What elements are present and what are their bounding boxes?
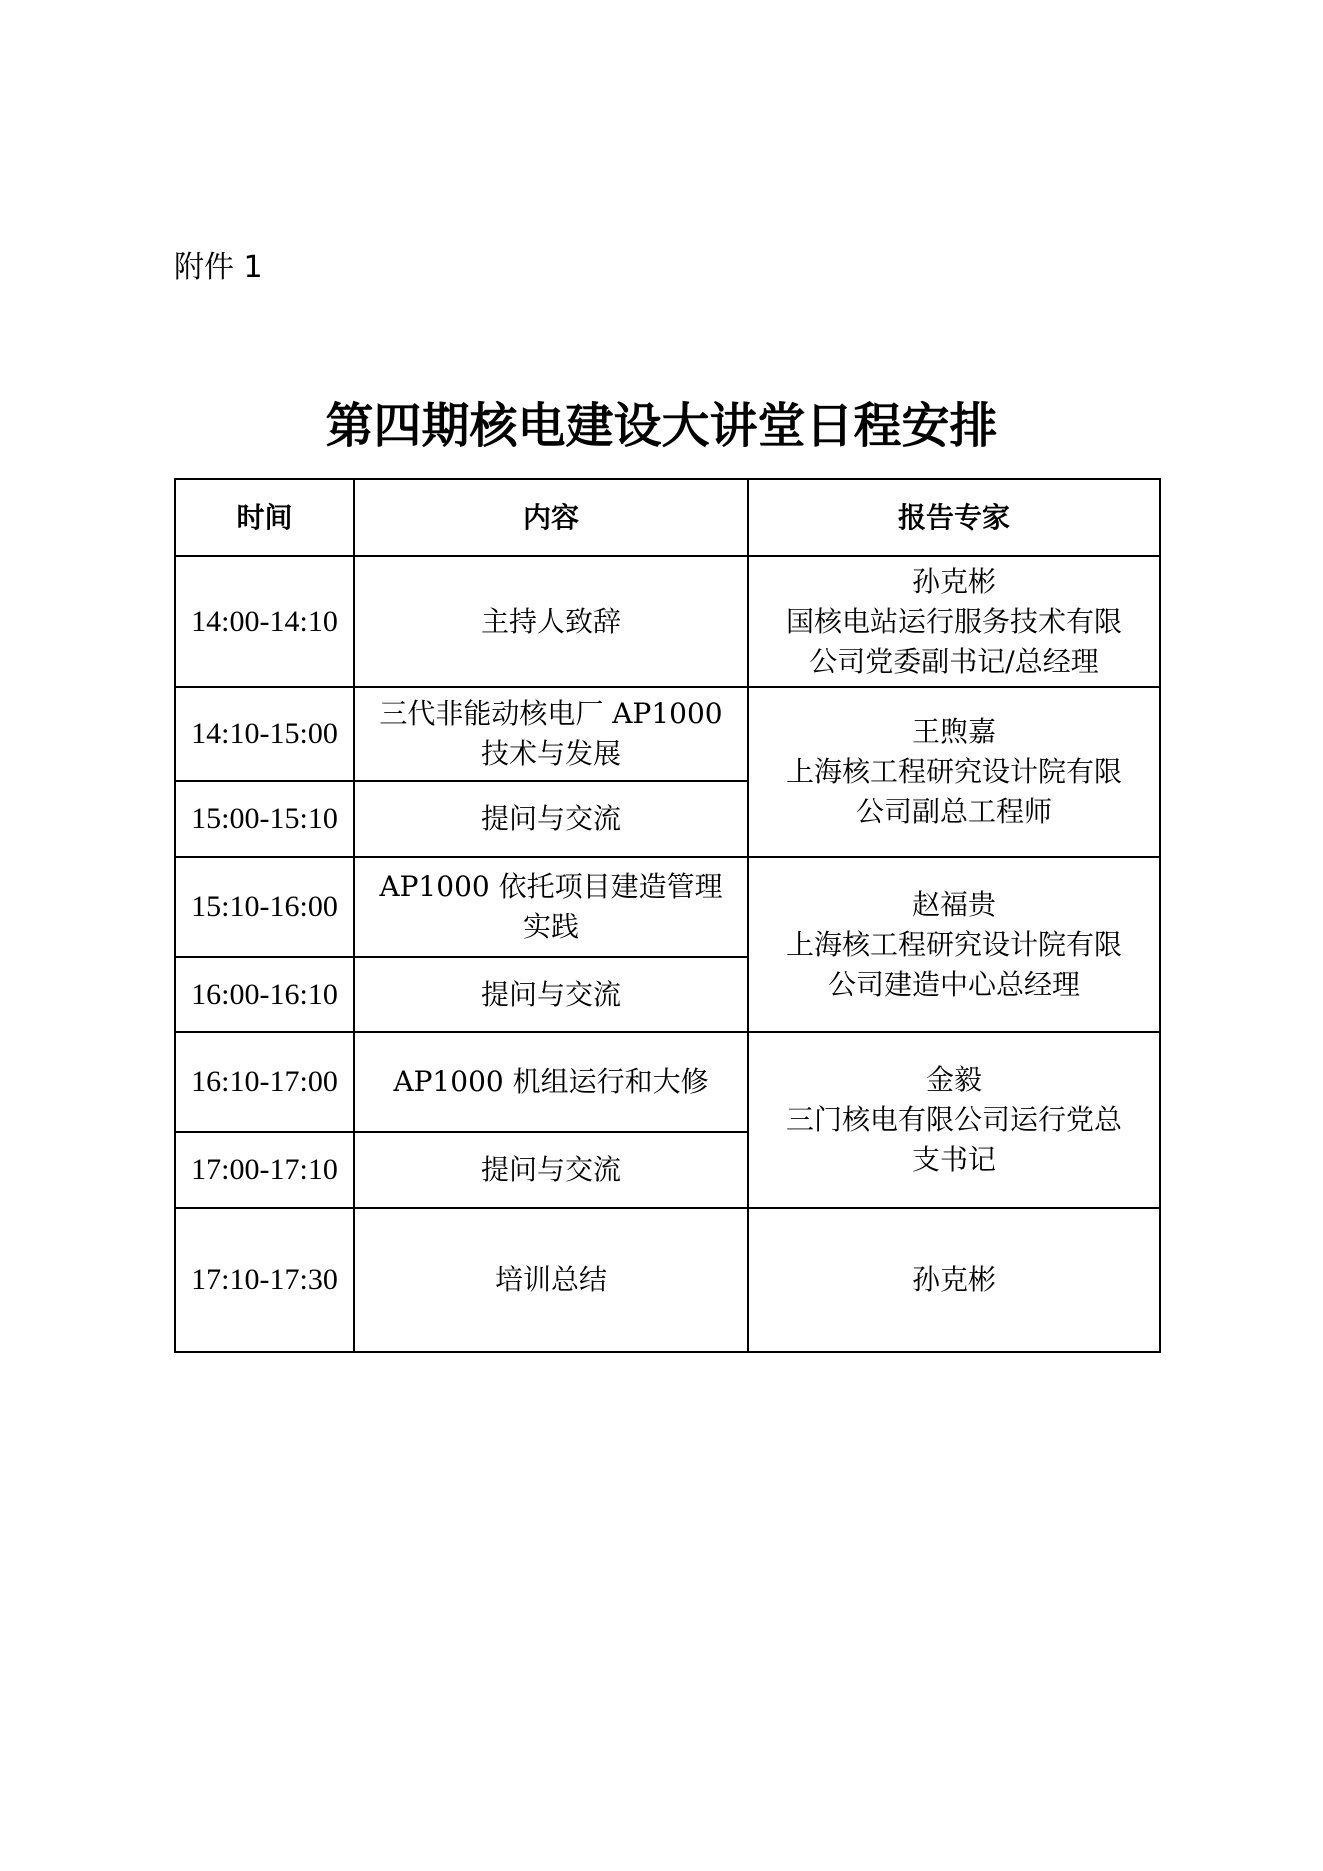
- time-cell: 16:10-17:00: [175, 1032, 354, 1132]
- expert-name: 王煦嘉: [911, 715, 996, 748]
- content-line: 提问与交流: [480, 977, 621, 1011]
- content-line: 三代非能动核电厂 AP1000: [379, 697, 723, 730]
- header-time: 时间: [175, 479, 354, 556]
- table-row: [175, 857, 1160, 957]
- expert-cell: [748, 1208, 1160, 1352]
- content-line: 培训总结: [494, 1263, 607, 1296]
- expert-title-line: 国核电站运行服务技术有限: [785, 604, 1122, 638]
- expert-title-line: 上海核工程研究设计院有限: [785, 927, 1122, 961]
- content-cell: [354, 1032, 748, 1132]
- content-line: 主持人致辞: [480, 604, 621, 638]
- header-expert: 报告专家: [748, 479, 1160, 556]
- attachment-label: 附件 1: [174, 250, 263, 285]
- content-cell: [354, 781, 748, 857]
- table-row: [175, 687, 1160, 781]
- time-cell: 16:00-16:10: [175, 957, 354, 1032]
- content-cell: [354, 957, 748, 1032]
- time-cell: 15:10-16:00: [175, 857, 354, 957]
- expert-name: 孙克彬: [911, 1263, 996, 1296]
- table-header-row: [175, 479, 1160, 556]
- time-cell: 14:00-14:10: [175, 556, 354, 687]
- content-line: 提问与交流: [480, 802, 621, 835]
- expert-cell: [748, 556, 1160, 687]
- expert-name: 孙克彬: [911, 564, 996, 598]
- content-line: 实践: [522, 910, 579, 943]
- time-cell: 17:10-17:30: [175, 1208, 354, 1352]
- expert-title-line: 三门核电有限公司运行党总: [785, 1103, 1122, 1136]
- table-row: [175, 1208, 1160, 1352]
- content-line: 提问与交流: [480, 1153, 621, 1186]
- time-cell: 17:00-17:10: [175, 1132, 354, 1208]
- schedule-table: [174, 478, 1161, 1353]
- expert-cell: [748, 1032, 1160, 1208]
- content-line: AP1000 依托项目建造管理: [379, 870, 723, 903]
- expert-title-line: 公司建造中心总经理: [827, 967, 1080, 1001]
- content-cell: [354, 556, 748, 687]
- table-row: [175, 556, 1160, 687]
- content-line: AP1000 机组运行和大修: [393, 1065, 709, 1098]
- time-cell: 14:10-15:00: [175, 687, 354, 781]
- table-row: [175, 1032, 1160, 1132]
- time-cell: 15:00-15:10: [175, 781, 354, 857]
- content-cell: [354, 857, 748, 957]
- expert-cell: [748, 857, 1160, 1032]
- expert-title-line: 公司党委副书记/总经理: [809, 644, 1099, 678]
- expert-title-line: 公司副总工程师: [855, 795, 1052, 828]
- content-cell: [354, 1208, 748, 1352]
- page-title: 第四期核电建设大讲堂日程安排: [325, 398, 998, 454]
- expert-title-line: 上海核工程研究设计院有限: [785, 755, 1122, 788]
- expert-title-line: 支书记: [911, 1143, 996, 1176]
- content-cell: [354, 687, 748, 781]
- expert-cell: [748, 687, 1160, 857]
- expert-name: 赵福贵: [911, 887, 996, 921]
- content-cell: [354, 1132, 748, 1208]
- expert-name: 金毅: [925, 1063, 982, 1096]
- content-line: 技术与发展: [480, 737, 621, 770]
- header-content: 内容: [354, 479, 748, 556]
